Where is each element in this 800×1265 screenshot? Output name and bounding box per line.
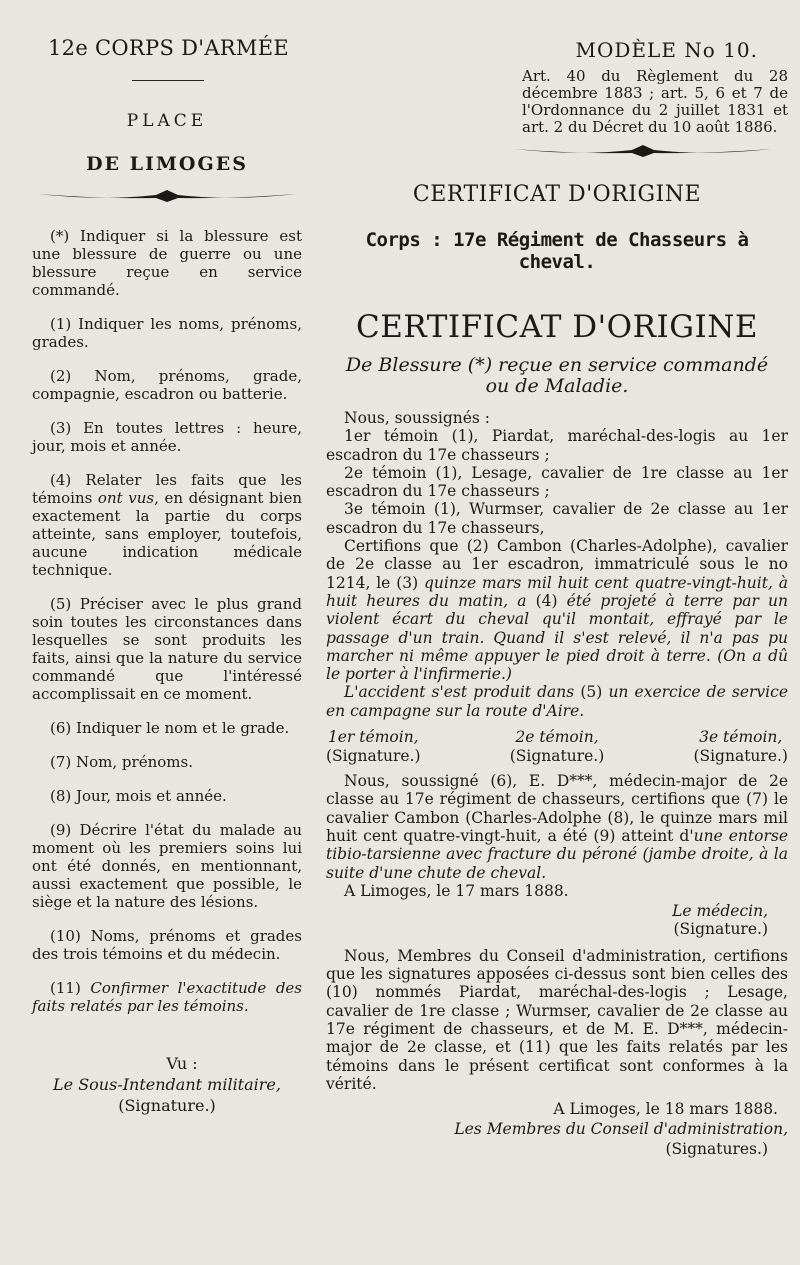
medical-diagnosis: une entorse tibio-tarsienne avec fracture du péroné (jambe droite, à la suite d'une chute de cheval. <box>326 826 788 882</box>
witness-signature-2 <box>510 728 605 766</box>
footnote-8: (8) Jour, mois et année. <box>50 787 227 805</box>
accident-ref: (5) <box>574 683 609 702</box>
footnote-2: (2) Nom, prénoms, grade, compagnie, escadron ou batterie. <box>32 367 302 403</box>
accident-circumstances: un exercice de service en campagne sur la route d'Aire. <box>326 683 788 720</box>
footnote-11 <box>32 979 302 1015</box>
certification-text: Certifions que (2) Cambon (Charles-Adolphe), cavalier de 2e classe au 1er escadron, immatriculé sous le no 1214, le (3) <box>326 537 788 592</box>
date-first: A Limoges, le 17 mars 1888. <box>344 881 569 900</box>
footnote-7: (7) Nom, prénoms. <box>50 753 193 771</box>
footnote-1: (1) Indiquer les noms, prénoms, grades. <box>32 315 302 351</box>
doctor-signature-placeholder: (Signature.) <box>673 920 768 939</box>
certification-ref: (4) <box>526 591 567 610</box>
certificate-title: CERTIFICAT D'ORIGINE <box>356 309 758 345</box>
doctor-signature <box>326 902 788 939</box>
witness-signature-1-label: 1er témoin, <box>327 728 419 747</box>
witness-signature-3-label: 3e témoin, <box>699 728 783 747</box>
certificate-subtitle <box>326 355 788 397</box>
footnote-4-italic: ont vus <box>97 489 155 507</box>
signature-placeholder: (Signature.) <box>118 1096 216 1115</box>
council-signatures-placeholder: (Signatures.) <box>665 1140 768 1159</box>
footnote-9: (9) Décrire l'état du malade au moment où les premiers soins lui ont été donnés, en mentionnant, aussi exactement que possible, le siège et la nature des lésions. <box>32 821 302 911</box>
date-second: A Limoges, le 18 mars 1888. <box>553 1100 778 1119</box>
vu-label: Vu : <box>166 1054 198 1073</box>
right-column <box>326 30 788 1159</box>
doctor-label: Le médecin, <box>672 902 768 921</box>
footnote-10: (10) Noms, prénoms et grades des trois témoins et du médecin. <box>32 927 302 963</box>
footnote-4-rest: , en désignant bien exactement la partie du corps atteinte, sans employer, toutefois, aucune indication médicale technique. <box>32 489 302 579</box>
place-label: PLACE <box>126 111 208 131</box>
council-paragraph: Nous, Membres du Conseil d'administration, certifions que les signatures apposées ci-dessus sont bien celles des (10) nommés Piardat, maréchal-des-logis ; Lesage, cavalier de 1re classe ; Wurmser, cavalier de 2e classe au 17e régiment de chasseurs, et de M. E. D***, médecin-major de 2e classe, et (11) que les faits relatés par les témoins dans le présent certificat sont conformes à la vérité. <box>326 946 788 1093</box>
footnote-4-text: (4) Relater les faits que les témoins <box>32 471 302 507</box>
left-column <box>32 30 302 1116</box>
certification-date: quinze mars mil huit cent quatre-vingt-huit, à huit heures du matin, a <box>326 573 788 610</box>
witness-signature-1 <box>326 728 421 766</box>
witness-signature-2-label: 2e témoin, <box>515 728 599 747</box>
subtitle-line-1: De Blessure (*) reçue en service commandé <box>345 354 769 376</box>
certification-paragraph <box>326 537 788 683</box>
witness-signature-1-sig: (Signature.) <box>326 747 421 766</box>
ornament-rule <box>512 144 774 158</box>
certificate-heading-small: CERTIFICAT D'ORIGINE <box>412 182 702 207</box>
certificate-body <box>326 409 788 1093</box>
footnote-5: (5) Préciser avec le plus grand soin toutes les circonstances dans lesquelles se sont produits les faits, ainsi que la nature du service commandé que l'intéressé accomplissait en ce moment. <box>32 595 302 703</box>
witness-1: 1er témoin (1), Piardat, maréchal-des-logis au 1er escadron du 17e chasseurs ; <box>326 427 788 464</box>
medical-paragraph <box>326 772 788 882</box>
accident-text: L'accident s'est produit dans <box>344 683 575 702</box>
witness-2: 2e témoin (1), Lesage, cavalier de 1re classe au 1er escadron du 17e chasseurs ; <box>326 463 788 501</box>
footnote-3: (3) En toutes lettres : heure, jour, mois et année. <box>32 419 302 455</box>
sous-intendant-label: Le Sous-Intendant militaire, <box>53 1075 281 1094</box>
corps-heading: 12e CORPS D'ARMÉE <box>48 36 289 60</box>
council-signature <box>326 1099 788 1159</box>
vu-block <box>32 1053 302 1116</box>
footnote-6: (6) Indiquer le nom et le grade. <box>50 719 290 737</box>
medical-text: Nous, soussigné (6), E. D***, médecin-major de 2e classe au 17e régiment de chasseurs, certifions que (7) le cavalier Cambon (Charles-Adolphe (8), le quinze mars mil huit cent quatre-vingt-huit, a été (9) atteint d' <box>326 772 788 845</box>
witness-signatures <box>326 728 788 766</box>
divider <box>132 80 204 81</box>
witness-signature-3 <box>693 728 788 766</box>
footnotes <box>32 227 302 1015</box>
nous-soussignes: Nous, soussignés : <box>344 409 491 427</box>
footnote-11-italic: Confirmer l'exactitude des faits relatés par les témoins. <box>32 979 303 1015</box>
certification-facts: été projeté à terre par un violent écart du cheval qu'il montait, effrayé par le passage d'un train. Quand il s'est relevé, il n'a pas pu marcher ni même appuyer le pied droit à terre. (On a dû le porter à l'infirmerie.) <box>326 591 788 684</box>
footnote-11-num: (11) <box>50 979 91 997</box>
footnote-star: (*) Indiquer si la blessure est une blessure de guerre ou une blessure reçue en service commandé. <box>32 227 302 299</box>
council-members-label: Les Membres du Conseil d'administration, <box>454 1120 788 1139</box>
witness-signature-2-sig: (Signature.) <box>509 747 605 766</box>
footnote-4 <box>32 471 302 579</box>
ornament-rule <box>36 189 298 203</box>
legal-references: Art. 40 du Règlement du 28 décembre 1883 ; art. 5, 6 et 7 de l'Ordonnance du 2 juillet 1831 et art. 2 du Décret du 10 août 1886. <box>522 67 788 136</box>
witness-signature-3-sig: (Signature.) <box>693 747 788 766</box>
accident-paragraph <box>326 683 788 720</box>
model-number: MODÈLE No 10. <box>575 38 758 62</box>
subtitle-line-2: ou de Maladie. <box>485 375 629 397</box>
witness-3: 3e témoin (1), Wurmser, cavalier de 2e classe au 1er escadron du 17e chasseurs, <box>326 500 788 537</box>
city-heading: DE LIMOGES <box>86 153 248 175</box>
regiment-line: Corps : 17e Régiment de Chasseurs à cheval. <box>365 229 749 273</box>
